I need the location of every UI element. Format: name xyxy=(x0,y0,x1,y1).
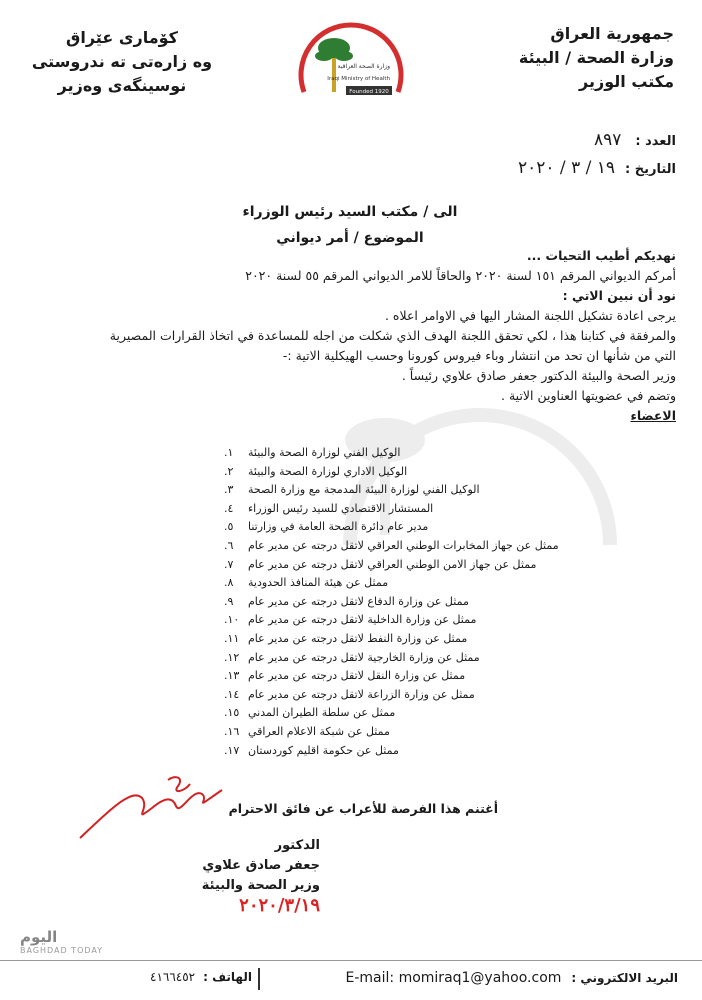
meta-block xyxy=(456,130,676,178)
member-text: مدير عام دائرة الصحة العامة في وزارتنا xyxy=(248,520,429,534)
member-text: الوكيل الفني لوزارة البيئة المدمجة مع وزارة الصحة xyxy=(248,483,480,497)
body-para-1: أمركم الديواني المرقم ١٥١ لسنة ٢٠٢٠ والحاقاً للامر الديواني المرقم ٥٥ لسنة ٢٠٢٠ xyxy=(245,268,676,283)
body-para-3-line-3: التي من شأنها ان تحد من انتشار وباء فيروس كورونا وحسب الهيكلية الاتية :- xyxy=(282,348,676,363)
member-text: ممثل عن وزارة الخارجية لاتقل درجته عن مدير عام xyxy=(248,650,480,664)
member-number: ١٢. xyxy=(224,650,240,664)
members-heading: الاعضاء xyxy=(630,408,676,423)
body-para-3-line-2: والمرفقة في كتابنا هذا ، لكي تحقق اللجنة الهدف الذي شكلت من اجله للمساعدة في اتخاذ القرارات المصيرية xyxy=(109,328,676,343)
member-text: ممثل عن هيئة المنافذ الحدودية xyxy=(248,576,389,590)
header-kurdish-office: نوسینگەی وەزیر xyxy=(57,76,187,95)
number-value: ٨٩٧ xyxy=(594,130,622,150)
member-number: ١٦. xyxy=(224,724,240,738)
member-item xyxy=(224,704,624,723)
member-number: ١٥. xyxy=(224,706,240,720)
member-item xyxy=(224,518,624,537)
member-item xyxy=(224,556,624,575)
member-item xyxy=(224,723,624,742)
brand-latin: BAGHDAD TODAY xyxy=(20,946,104,955)
signature-date: ٢٠٢٠/٣/١٩ xyxy=(239,895,320,916)
signature-block xyxy=(120,836,320,916)
body-para-3-line-1: يرجى اعادة تشكيل اللجنة المشار اليها في الاوامر اعلاه . xyxy=(384,308,676,323)
header-office: مكتب الوزير xyxy=(579,72,674,91)
member-item xyxy=(224,537,624,556)
member-item xyxy=(224,463,624,482)
member-text: ممثل عن سلطة الطيران المدني xyxy=(248,706,396,720)
member-text: ممثل عن حكومة اقليم كوردستان xyxy=(248,743,399,757)
signature-position: وزير الصحة والبيئة xyxy=(201,878,320,893)
member-item xyxy=(224,667,624,686)
footer-email xyxy=(346,970,678,986)
member-number: ٦. xyxy=(224,538,234,552)
member-number: ١٧. xyxy=(224,743,240,757)
member-text: ممثل عن وزارة الداخلية لاتقل درجته عن مدير عام xyxy=(248,613,477,627)
greeting: نهديكم أطيب التحيات ... xyxy=(526,248,676,263)
member-number: ١٠. xyxy=(224,613,240,627)
body-para-3-line-4: وزير الصحة والبيئة الدكتور جعفر صادق علاوي رئيساً . xyxy=(401,368,676,383)
member-text: الوكيل الفني لوزارة الصحة والبيئة xyxy=(248,446,401,459)
member-item xyxy=(224,444,624,463)
date-value: ١٩ / ٣ / ٢٠٢٠ xyxy=(517,158,616,178)
closing-text: أغتنم هذا الفرصة للأعراب عن فائق الاحترام xyxy=(228,801,498,816)
ministry-logo xyxy=(286,12,416,122)
member-item xyxy=(224,574,624,593)
email-label: البريد الالكتروني : xyxy=(571,971,678,985)
member-text: الوكيل الاداري لوزارة الصحة والبيئة xyxy=(248,464,408,478)
address-to: الى / مكتب السيد رئيس الوزراء xyxy=(242,204,458,220)
member-number: ٣. xyxy=(224,483,234,497)
member-text: ممثل عن شبكة الاعلام العراقي xyxy=(248,724,390,738)
member-number: ٥. xyxy=(224,520,234,534)
letter-body xyxy=(26,246,676,426)
member-text: ممثل عن جهاز الامن الوطني العراقي لاتقل درجته عن مدير عام xyxy=(248,557,537,571)
number-label: العدد : xyxy=(635,134,676,149)
logo-founded: Founded 1920 xyxy=(349,89,389,95)
member-item xyxy=(224,500,624,519)
signature-title: الدكتور xyxy=(274,838,320,853)
logo-text-en: Iraqi Ministry of Health xyxy=(327,76,390,82)
member-number: ٧. xyxy=(224,557,234,571)
member-text: ممثل عن وزارة الدفاع لاتقل درجته عن مدير عام xyxy=(248,594,469,608)
phone-label: الهاتف : xyxy=(203,970,252,984)
header-kurdish-country: كۆماری عێراق xyxy=(66,28,178,47)
member-item xyxy=(224,481,624,500)
member-item xyxy=(224,742,624,761)
news-brand-watermark xyxy=(20,928,140,968)
member-text: ممثل عن وزارة النفط لاتقل درجته عن مدير عام xyxy=(248,631,468,645)
member-item xyxy=(224,630,624,649)
member-number: ١٣. xyxy=(224,669,240,683)
email-value: E-mail: momiraq1@yahoo.com xyxy=(345,970,562,986)
member-item xyxy=(224,611,624,630)
address-subject: الموضوع / أمر ديواني xyxy=(276,230,424,246)
date-label: التاريخ : xyxy=(625,162,676,177)
header-ministry: وزارة الصحة / البيئة xyxy=(518,48,674,67)
body-para-3-line-5: وتضم في عضويتها العناوين الاتية . xyxy=(501,388,676,403)
member-number: ٤. xyxy=(224,501,234,515)
header-left-block xyxy=(22,26,222,98)
footer-separator xyxy=(258,968,260,990)
member-text: ممثل عن وزارة النقل لاتقل درجته عن مدير عام xyxy=(248,669,466,683)
member-number: ٩. xyxy=(224,594,234,608)
logo-text-ar: وزارة الصحة العراقية xyxy=(337,63,390,70)
member-item xyxy=(224,649,624,668)
member-text: المستشار الاقتصادي للسيد رئيس الوزراء xyxy=(248,501,434,515)
member-number: ٢. xyxy=(224,464,234,478)
member-number: ١١. xyxy=(224,631,240,645)
member-number: ٨. xyxy=(224,576,234,590)
member-number: ١٤. xyxy=(224,687,240,701)
header-country: جمهورية العراق xyxy=(550,24,674,43)
header-right-block xyxy=(494,22,674,94)
member-number: ١. xyxy=(224,446,234,459)
footer-phone xyxy=(150,970,252,984)
members-list xyxy=(224,444,624,760)
body-para-2: نود أن نبين الاتي : xyxy=(562,288,676,303)
member-item xyxy=(224,686,624,705)
phone-value: ٤١٦٦٤٥٢ xyxy=(150,970,196,984)
member-text: ممثل عن وزارة الزراعة لاتقل درجته عن مدير عام xyxy=(248,687,475,701)
brand-arabic: اليوم xyxy=(20,928,58,946)
member-text: ممثل عن جهاز المخابرات الوطني العراقي لاتقل درجته عن مدير عام xyxy=(248,538,559,552)
header-kurdish-ministry: وه زارەتی تە ندروستی xyxy=(31,52,213,71)
signature-name: جعفر صادق علاوي xyxy=(202,858,320,873)
member-item xyxy=(224,593,624,612)
footer-divider xyxy=(0,960,702,961)
